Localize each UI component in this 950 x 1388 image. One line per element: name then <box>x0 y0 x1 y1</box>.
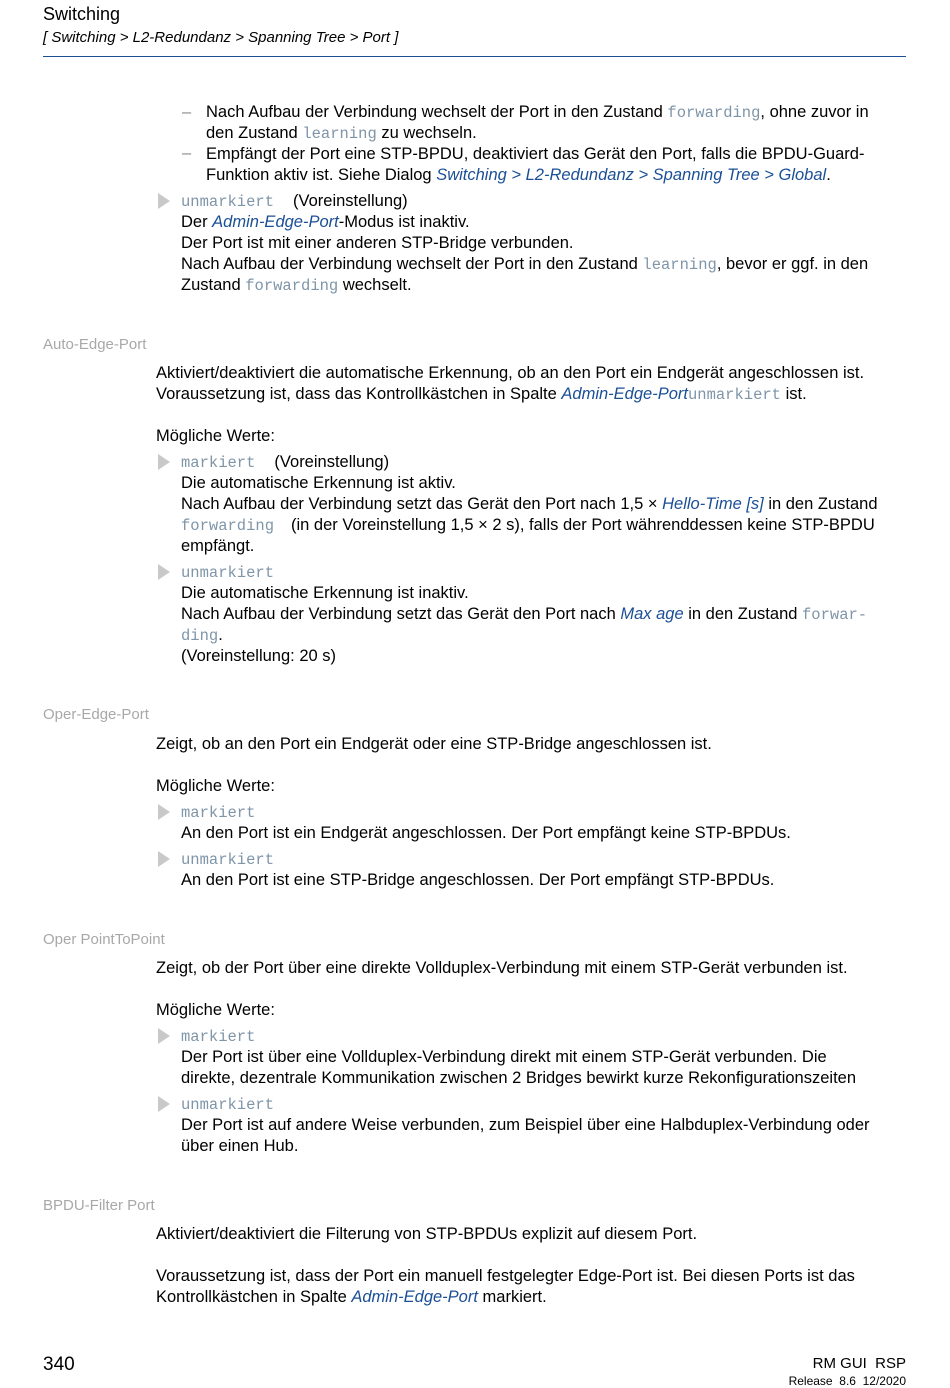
parameter-description: Voraussetzung ist, dass der Port ein manuell festgelegter Edge-Port ist. Bei diesen Ports ist das <box>156 1267 855 1285</box>
values-heading: Mögliche Werte: <box>156 777 275 795</box>
parameter-label: Oper-Edge-Port <box>43 706 149 723</box>
paragraph-line: Die automatische Erkennung ist aktiv. <box>181 474 456 492</box>
admin-edge-port-link[interactable]: Admin-Edge-Port <box>561 385 688 403</box>
paragraph-line: (Voreinstellung: 20 s) <box>181 647 337 665</box>
doc-reference: RM GUI RSP <box>812 1355 906 1372</box>
values-heading: Mögliche Werte: <box>156 1001 275 1019</box>
paragraph-line: Nach Aufbau der Verbindung setzt das Gerät den Port nach Max age in den Zustand forwar- <box>181 605 868 624</box>
paragraph-line: forwarding (in der Voreinstellung 1,5 × 2 s), falls der Port währenddessen keine STP-BPDU <box>181 516 875 535</box>
value-term: markiert (Voreinstellung) <box>181 453 390 472</box>
paragraph-line: An den Port ist eine STP-Bridge angeschlossen. Der Port empfängt STP-BPDUs. <box>181 871 775 889</box>
bullet-dash: – <box>182 144 192 162</box>
value-term: unmarkiert <box>181 851 275 869</box>
admin-edge-port-link[interactable]: Admin-Edge-Port <box>351 1288 478 1306</box>
value-term: unmarkiert <box>181 564 275 582</box>
triangle-bullet-icon <box>158 1028 170 1044</box>
values-heading: Mögliche Werte: <box>156 427 275 445</box>
triangle-bullet-icon <box>158 1096 170 1112</box>
max-age-link[interactable]: Max age <box>620 605 684 623</box>
paragraph-line: den Zustand learning zu wechseln. <box>206 124 477 143</box>
hello-time-link[interactable]: Hello-Time [s] <box>662 495 764 513</box>
value-term: unmarkiert <box>181 1096 275 1114</box>
parameter-description: Aktiviert/deaktiviert die automatische Erkennung, ob an den Port ein Endgerät angeschlossen ist. <box>156 364 865 382</box>
paragraph-line: Nach Aufbau der Verbindung setzt das Gerät den Port nach 1,5 × Hello-Time [s] in den Zustand <box>181 495 878 513</box>
paragraph-line: Der Port ist mit einer anderen STP-Bridge verbunden. <box>181 234 574 252</box>
paragraph-line: Die automatische Erkennung ist inaktiv. <box>181 584 469 602</box>
paragraph-line: Nach Aufbau der Verbindung wechselt der Port in den Zustand forwarding, ohne zuvor in <box>206 103 869 122</box>
triangle-bullet-icon <box>158 454 170 470</box>
paragraph-line: über einen Hub. <box>181 1137 299 1155</box>
parameter-description: Zeigt, ob der Port über eine direkte Vollduplex-Verbindung mit einem STP-Gerät verbunden ist. <box>156 959 848 977</box>
paragraph-line: Funktion aktiv ist. Siehe Dialog Switching > L2-Redundanz > Spanning Tree > Global. <box>206 166 831 184</box>
page-header-title: Switching <box>43 4 121 24</box>
paragraph-line: empfängt. <box>181 537 255 555</box>
paragraph-line: Der Admin-Edge-Port-Modus ist inaktiv. <box>181 213 470 231</box>
parameter-label: BPDU-Filter Port <box>43 1197 155 1214</box>
triangle-bullet-icon <box>158 564 170 580</box>
parameter-description: Voraussetzung ist, dass das Kontrollkästchen in Spalte Admin-Edge-Portunmarkiert ist. <box>156 385 807 404</box>
paragraph-line: direkte, dezentrale Kommunikation zwischen 2 Bridges bewirkt kurze Rekonfigurationszeiten <box>181 1069 857 1087</box>
bullet-dash: – <box>182 103 192 121</box>
paragraph-line: An den Port ist ein Endgerät angeschlossen. Der Port empfängt keine STP-BPDUs. <box>181 824 791 842</box>
paragraph-line: Nach Aufbau der Verbindung wechselt der Port in den Zustand learning, bevor er ggf. in den <box>181 255 869 274</box>
release-info: Release 8.6 12/2020 <box>788 1374 906 1388</box>
admin-edge-port-link[interactable]: Admin-Edge-Port <box>212 213 339 231</box>
paragraph-line: Zustand forwarding wechselt. <box>181 276 412 295</box>
value-term: markiert <box>181 804 256 822</box>
parameter-label: Oper PointToPoint <box>43 931 165 948</box>
paragraph-line: Empfängt der Port eine STP-BPDU, deaktiviert das Gerät den Port, falls die BPDU-Guard- <box>206 145 865 163</box>
page-number: 340 <box>43 1354 75 1375</box>
dialog-link[interactable]: Switching > L2-Redundanz > Spanning Tree > Global <box>436 166 827 184</box>
value-term: markiert <box>181 1028 256 1046</box>
triangle-bullet-icon <box>158 851 170 867</box>
paragraph-line: Der Port ist auf andere Weise verbunden, zum Beispiel über eine Halbduplex-Verbindung oder <box>181 1116 870 1134</box>
header-divider <box>43 56 906 57</box>
breadcrumb: [ Switching > L2-Redundanz > Spanning Tree > Port ] <box>43 29 399 46</box>
value-term: unmarkiert (Voreinstellung) <box>181 192 408 211</box>
parameter-description: Zeigt, ob an den Port ein Endgerät oder eine STP-Bridge angeschlossen ist. <box>156 735 712 753</box>
paragraph-line: Der Port ist über eine Vollduplex-Verbindung direkt mit einem STP-Gerät verbunden. Die <box>181 1048 827 1066</box>
paragraph-line: ding. <box>181 626 223 645</box>
parameter-description: Kontrollkästchen in Spalte Admin-Edge-Port markiert. <box>156 1288 547 1306</box>
parameter-description: Aktiviert/deaktiviert die Filterung von STP-BPDUs explizit auf diesem Port. <box>156 1225 698 1243</box>
triangle-bullet-icon <box>158 804 170 820</box>
parameter-label: Auto-Edge-Port <box>43 336 147 353</box>
triangle-bullet-icon <box>158 193 170 209</box>
